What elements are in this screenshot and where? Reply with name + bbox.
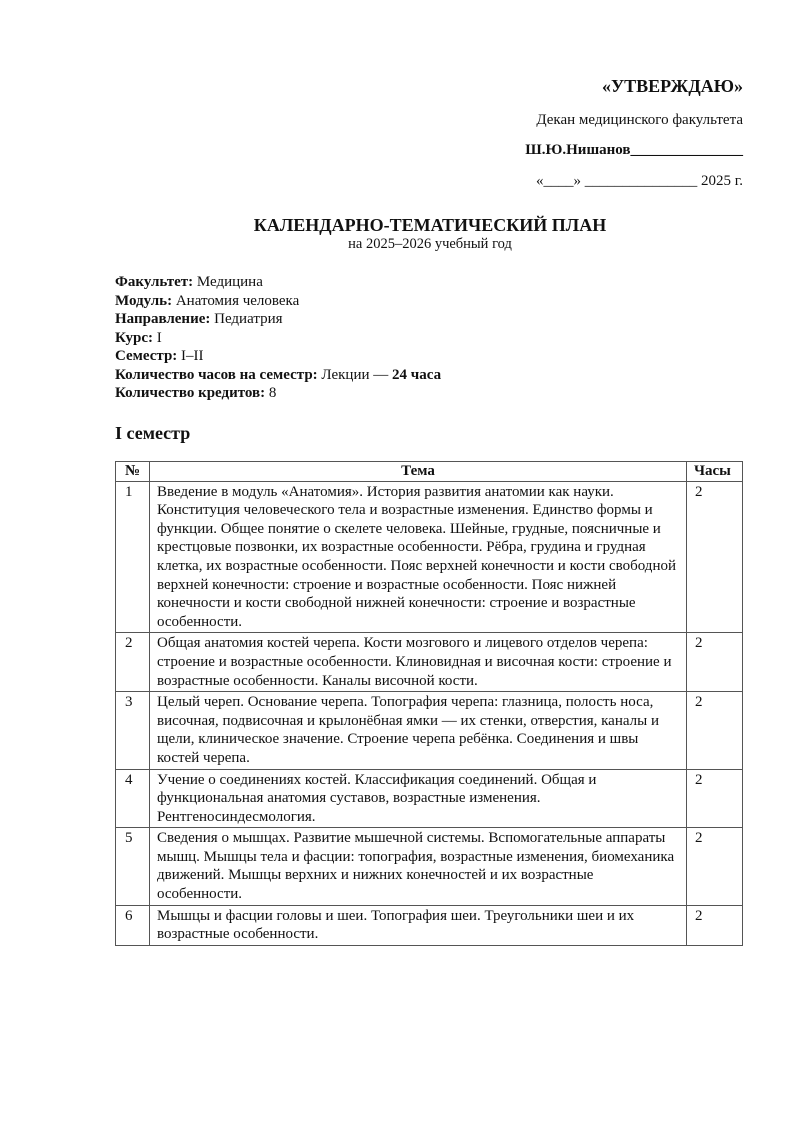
info-hours-value: Лекции — (317, 366, 393, 383)
header-hours: Часы (687, 462, 743, 482)
info-direction-value: Педиатрия (210, 311, 283, 327)
approval-date: «____» _______________ 2025 г. (536, 172, 743, 189)
row-num: 3 (116, 692, 150, 769)
table-header-row (116, 462, 743, 482)
info-faculty-label: Факультет: (115, 274, 194, 290)
row-num: 4 (116, 769, 150, 828)
table-row (116, 633, 743, 692)
info-module-value: Анатомия человека (172, 292, 300, 309)
info-hours-label: Количество часов на семестр: (115, 366, 318, 383)
row-topic: Сведения о мышцах. Развитие мышечной системы. Вспомогательные аппараты мышц. Мышцы тела и фасции: топография, возрастные изменения, биомеханика движений. Мышцы верхних и нижних конечностей и их возрастные особенности. (150, 828, 687, 905)
info-semester (115, 347, 441, 366)
row-hours: 2 (687, 828, 743, 905)
row-topic: Введение в модуль «Анатомия». История развития анатомии как науки. Конституция человеческого тела и возрастные изменения. Единство формы и функции. Общее понятие о скелете человека. Шейные, грудные, поясничные и крестцовые позвонки, их возрастные особенности. Рёбра, грудина и грудная клетка, их возрастные особенности. Пояс верхней конечности и кости свободной верхней конечности: строение и возрастные особенности. Пояс нижней конечности и кости свободной нижней конечности: строение и возрастные особенности. (150, 481, 687, 633)
document-subtitle: на 2025–2026 учебный год (348, 235, 512, 252)
row-hours: 2 (687, 905, 743, 945)
info-hours (115, 366, 441, 385)
info-direction-label: Направление: (115, 311, 211, 327)
table-row (116, 481, 743, 633)
document-title: КАЛЕНДАРНО-ТЕМАТИЧЕСКИЙ ПЛАН (253, 215, 607, 235)
table-row (116, 769, 743, 828)
document-header (0, 215, 800, 252)
row-hours: 2 (687, 692, 743, 769)
course-info (115, 273, 441, 403)
info-course-label: Курс: (115, 329, 153, 346)
row-hours: 2 (687, 769, 743, 828)
row-topic: Общая анатомия костей черепа. Кости мозгового и лицевого отделов черепа: строение и возрастные особенности. Клиновидная и височная кости: строение и возрастные особенности. Каналы височной кости. (150, 633, 687, 692)
thematic-plan-table (115, 461, 743, 946)
row-num: 5 (116, 828, 150, 905)
info-faculty-value: Медицина (193, 274, 263, 290)
row-hours: 2 (687, 481, 743, 633)
info-direction (115, 310, 441, 329)
row-num: 2 (116, 633, 150, 692)
approval-block (525, 76, 743, 203)
row-num: 6 (116, 905, 150, 945)
approval-position: Декан медицинского факультета (536, 112, 743, 128)
header-topic: Тема (150, 462, 687, 482)
row-topic: Учение о соединениях костей. Классификация соединений. Общая и функциональная анатомия суставов, возрастные изменения. Рентгеносиндесмология. (150, 769, 687, 828)
semester-heading: I семестр (115, 423, 191, 443)
table-row (116, 905, 743, 945)
info-credits-value: 8 (265, 385, 277, 401)
approval-title: «УТВЕРЖДАЮ» (601, 76, 743, 96)
info-credits-label: Количество кредитов: (115, 385, 266, 401)
info-faculty (115, 273, 441, 292)
info-semester-value: I–II (177, 348, 204, 364)
approval-signatory: Ш.Ю.Нишанов_______________ (525, 142, 743, 159)
row-topic: Целый череп. Основание черепа. Топография черепа: глазница, полость носа, височная, подвисочная и крылонёбная ямки — их стенки, отверстия, каналы и щели, клиническое значение. Строение черепа ребёнка. Соединения и швы костей черепа. (150, 692, 687, 769)
table-row (116, 692, 743, 769)
info-module (115, 292, 441, 311)
row-hours: 2 (687, 633, 743, 692)
info-semester-label: Семестр: (115, 348, 178, 364)
header-num: № (116, 462, 150, 482)
row-topic: Мышцы и фасции головы и шеи. Топография шеи. Треугольники шеи и их возрастные особенности. (150, 905, 687, 945)
info-credits (115, 384, 441, 403)
info-course-value: I (153, 329, 162, 346)
info-course (115, 329, 441, 348)
row-num: 1 (116, 481, 150, 633)
table-row (116, 828, 743, 905)
info-module-label: Модуль: (115, 292, 173, 309)
info-hours-value-bold: 24 часа (392, 366, 442, 383)
